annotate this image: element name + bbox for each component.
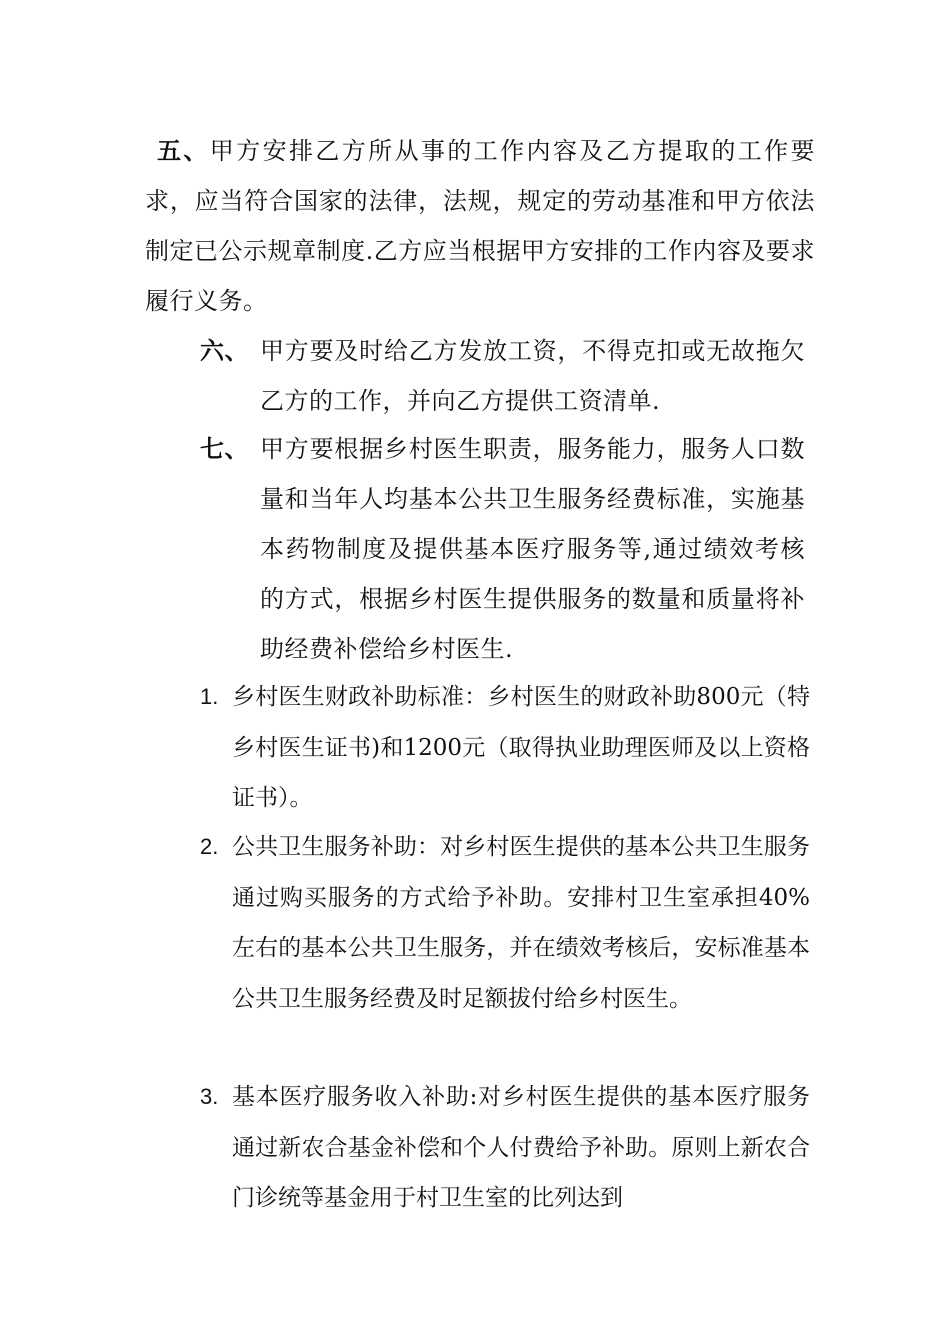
list-item-text: 乡村医生财政补助标准：乡村医生的财政补助800元（特乡村医生证书)和1200元（取得执业助理医师及以上资格证书）。 [232, 684, 810, 811]
list-item-number: 1. [200, 684, 219, 709]
list-item-text: 公共卫生服务补助：对乡村医生提供的基本公共卫生服务通过购买服务的方式给予补助。安排村卫生室承担40%左右的基本公共卫生服务，并在绩效考核后，安标准基本公共卫生服务经费及时足额拔付给乡村医生。 [232, 834, 810, 1012]
clause-5-text: 甲方安排乙方所从事的工作内容及乙方提取的工作要求，应当符合国家的法律，法规，规定的劳动基准和甲方依法制定已公示规章制度.乙方应当根据甲方安排的工作内容及要求履行义务。 [145, 137, 816, 315]
clause-7 [200, 424, 810, 674]
clause-6-text: 甲方要及时给乙方发放工资，不得克扣或无故拖欠乙方的工作，并向乙方提供工资清单. [260, 337, 805, 415]
clause-6 [200, 326, 810, 426]
list-item [200, 1072, 812, 1224]
clause-7-number: 七、 [200, 434, 249, 463]
list-item-number: 3. [200, 1084, 219, 1109]
clause-5-number: 五、 [157, 136, 210, 165]
clause-6-number: 六、 [200, 336, 249, 365]
clause-5 [145, 126, 815, 326]
list-item-text: 基本医疗服务收入补助:对乡村医生提供的基本医疗服务通过新农合基金补偿和个人付费给予补助。原则上新农合门诊统等基金用于村卫生室的比列达到 [232, 1084, 810, 1211]
clause-7-text: 甲方要根据乡村医生职责，服务能力，服务人口数量和当年人均基本公共卫生服务经费标准，实施基本药物制度及提供基本医疗服务等,通过绩效考核的方式，根据乡村医生提供服务的数量和质量将补助经费补偿给乡村医生. [260, 435, 805, 663]
list-item [200, 672, 812, 824]
list-item [200, 822, 812, 1024]
list-item-number: 2. [200, 834, 219, 859]
